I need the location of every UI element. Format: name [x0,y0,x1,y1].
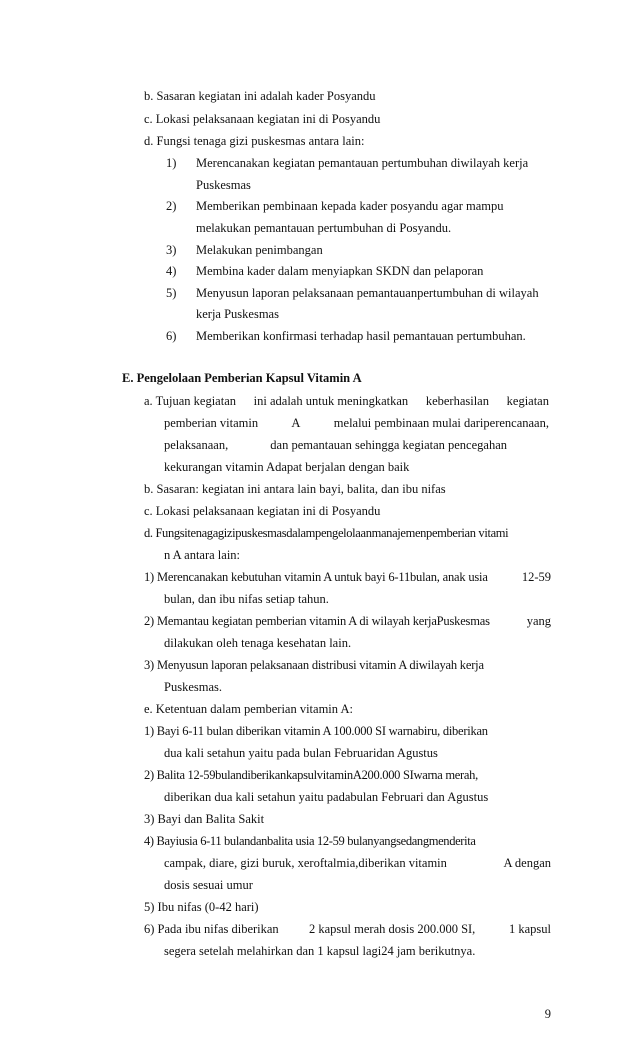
list-number: 3) [166,243,177,257]
text-segment: a. Tujuan kegiatan [144,394,237,408]
list-item: Memberikan konfirmasi terhadap hasil pemantauan pertumbuhan. [196,329,526,343]
text-segment: melalui pembinaan mulai dariperencanaan, [333,416,549,430]
text-segment: A [291,416,301,430]
list-item-middle: 2 kapsul merah dosis 200.000 SI, [309,922,476,936]
list-item: 4) Bayiusia 6-11 bulandanbalita usia 12-59 bulanyangsedangmenderita [144,834,476,848]
item-e-ketentuan: e. Ketentuan dalam pemberian vitamin A: [144,702,353,716]
paragraph-a-line-3 [164,437,507,453]
list-number: 1) [166,156,177,170]
list-item: 5) Ibu nifas (0-42 hari) [144,900,259,914]
item-c-lokasi-e: c. Lokasi pelaksanaan kegiatan ini di Posyandu [144,504,381,518]
list-number: 6) [166,329,177,343]
list-number: 2) [166,199,177,213]
text-segment: pemberian vitamin [164,416,259,430]
list-item: Memberikan pembinaan kepada kader posyandu agar mampu [196,199,504,213]
paragraph-a-line-4: kekurangan vitamin Adapat berjalan dengan baik [164,460,410,474]
list-item: Melakukan penimbangan [196,243,323,257]
item-d-fungsi-e: d. Fungsitenagagizipuskesmasdalampengelolaanmanajemenpemberian vitami [144,526,509,540]
list-number: 5) [166,286,177,300]
list-item-continuation: Puskesmas. [164,680,222,694]
list-item: 2) Balita 12-59bulandiberikankapsulvitaminA200.000 SIwarna merah, [144,768,478,782]
list-item: 3) Menyusun laporan pelaksanaan distribusi vitamin A diwilayah kerja [144,658,484,672]
list-item: 2) Memantau kegiatan pemberian vitamin A di wilayah kerjaPuskesmas [144,614,490,628]
page-number: 9 [544,1007,551,1021]
list-item: Merencanakan kegiatan pemantauan pertumbuhan diwilayah kerja [196,156,529,170]
list-item: 6) Pada ibu nifas diberikan [144,922,279,936]
section-e-heading: E. Pengelolaan Pemberian Kapsul Vitamin A [122,371,362,385]
list-item-continuation: melakukan pemantauan pertumbuhan di Posyandu. [196,221,452,235]
list-number: 4) [166,264,177,278]
list-item-tail: yang [526,614,551,628]
list-item-continuation: kerja Puskesmas [196,307,279,321]
text-segment: pelaksanaan, [164,438,229,452]
list-item-continuation: campak, diare, gizi buruk, xeroftalmia,diberikan vitamin [164,856,447,870]
list-item-tail: 12-59 [521,570,551,584]
list-item-continuation: dua kali setahun yaitu pada bulan Februaridan Agustus [164,746,438,760]
item-b-sasaran: b. Sasaran kegiatan ini adalah kader Posyandu [144,89,376,103]
list-item: 1) Bayi 6-11 bulan diberikan vitamin A 100.000 SI warnabiru, diberikan [144,724,488,738]
list-item: Membina kader dalam menyiapkan SKDN dan pelaporan [196,264,484,278]
item-d-fungsi-e-continuation: n A antara lain: [164,548,241,562]
paragraph-a-line-1 [144,393,549,409]
text-segment: kegiatan [506,394,549,408]
item-d-fungsi: d. Fungsi tenaga gizi puskesmas antara lain: [144,134,365,148]
item-c-lokasi: c. Lokasi pelaksanaan kegiatan ini di Posyandu [144,112,381,126]
list-item-tail: A dengan [503,856,551,870]
list-item-continuation: dilakukan oleh tenaga kesehatan lain. [164,636,352,650]
list-item-continuation: diberikan dua kali setahun yaitu padabulan Februari dan Agustus [164,790,489,804]
list-item-continuation: Puskesmas [196,178,251,192]
list-item: Menyusun laporan pelaksanaan pemantauanpertumbuhan di wilayah [196,286,539,300]
text-segment: keberhasilan [425,394,489,408]
list-item-continuation: dosis sesuai umur [164,878,253,892]
text-segment: ini adalah untuk meningkatkan [253,394,409,408]
text-segment: dan pemantauan sehingga kegiatan pencegahan [270,438,507,452]
list-item-continuation: segera setelah melahirkan dan 1 kapsul lagi24 jam berikutnya. [164,944,476,958]
list-item: 3) Bayi dan Balita Sakit [144,812,265,826]
list-item: 1) Merencanakan kebutuhan vitamin A untuk bayi 6-11bulan, anak usia [144,570,488,584]
list-item-continuation: bulan, dan ibu nifas setiap tahun. [164,592,329,606]
item-b-sasaran-e: b. Sasaran: kegiatan ini antara lain bayi, balita, dan ibu nifas [144,482,446,496]
paragraph-a-line-2 [164,415,549,431]
list-item-tail: 1 kapsul [508,922,551,936]
